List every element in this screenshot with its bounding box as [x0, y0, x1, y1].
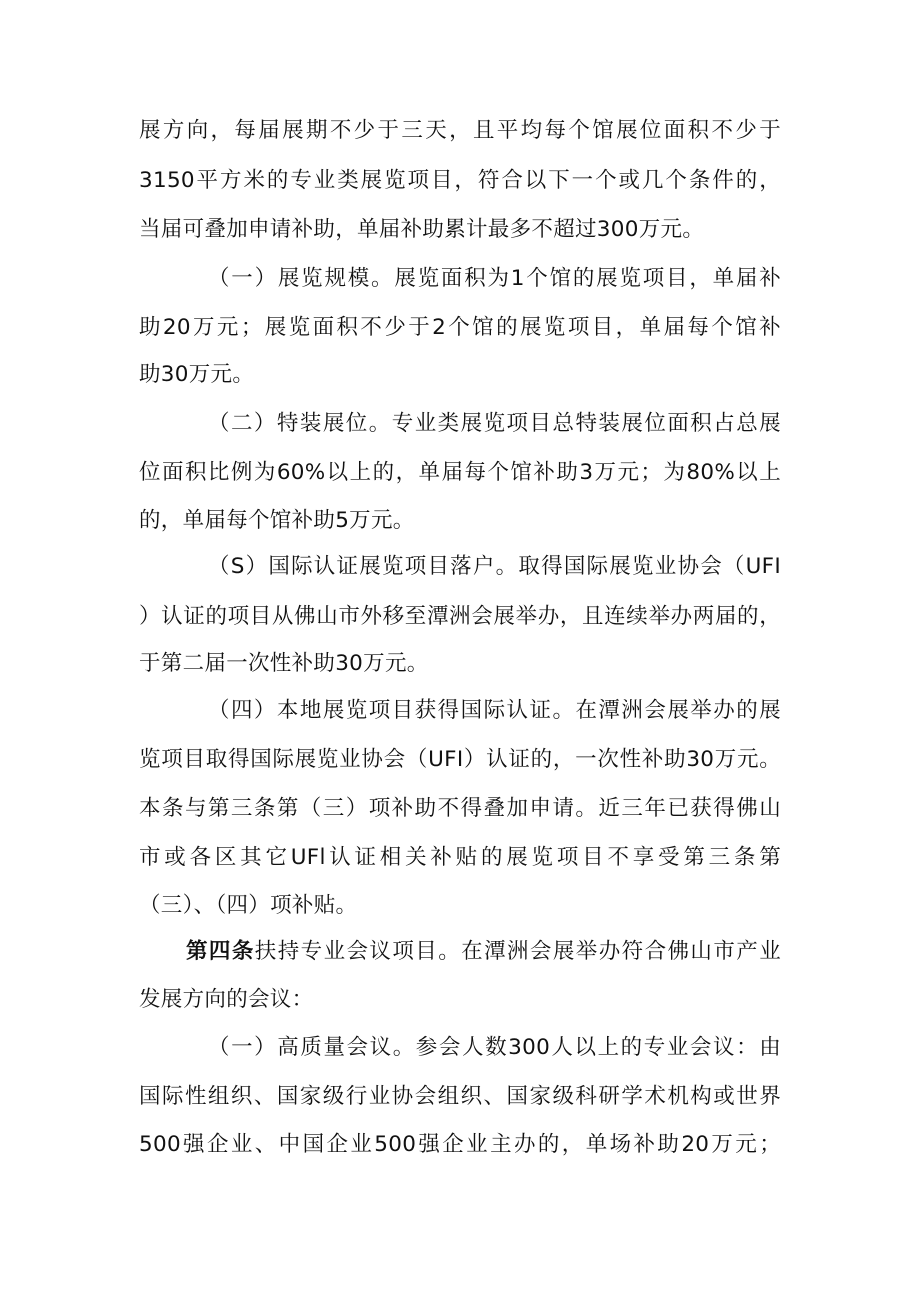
text-line-20: （一）高质量会议。参会人数300人以上的专业会议：由: [208, 1035, 781, 1060]
text-line-14: 览项目取得国际展览业协会（UFI）认证的，一次性补助30万元。: [139, 747, 781, 772]
text-line-17: （三）、（四）项补贴。: [139, 893, 358, 918]
article-4-line-1: [186, 932, 781, 972]
text-line-22: 500强企业、中国企业500强企业主办的，单场补助20万元；: [139, 1132, 781, 1157]
text-line-16: 市或各区其它UFl认证相关补贴的展览项目不享受第三条第: [139, 845, 781, 870]
text-line-19: 发展方向的会议：: [139, 987, 314, 1012]
article-4-text: 扶持专业会议项目。在潭洲会展举办符合佛山市产业: [254, 939, 782, 964]
text-line-1: 展方向，每届展期不少于三天，且平均每个馆展位面积不少于: [139, 118, 781, 143]
text-line-15: 本条与第三条第（三）项补助不得叠加申请。近三年已获得佛山: [139, 796, 781, 821]
text-line-5: 助20万元；展览面积不少于2个馆的展览项目，单届每个馆补: [139, 315, 781, 340]
text-line-9: 的，单届每个馆补助5万元。: [139, 508, 415, 533]
text-line-11: ）认证的项目从佛山市外移至潭洲会展举办，且连续举办两届的，: [139, 604, 781, 629]
text-line-6: 助30万元。: [139, 362, 255, 387]
text-line-10: （S）国际认证展览项目落户。取得国际展览业协会（UFI: [208, 554, 781, 579]
text-line-2: 3150平方米的专业类展览项目，符合以下一个或几个条件的，: [139, 168, 781, 193]
article-4-heading: 第四条: [186, 939, 255, 964]
text-line-8: 位面积比例为60%以上的，单届每个馆补助3万元；为80%以上: [139, 460, 781, 485]
text-line-4: （一）展览规模。展览面积为1个馆的展览项目，单届补: [208, 266, 781, 291]
text-line-21: 国际性组织、国家级行业协会组织、国家级科研学术机构或世界: [139, 1084, 781, 1109]
text-line-13: （四）本地展览项目获得国际认证。在潭洲会展举办的展: [208, 698, 781, 723]
text-line-3: 当届可叠加申请补助，单届补助累计最多不超过300万元。: [139, 217, 705, 242]
text-line-12: 于第二届一次性补助30万元。: [139, 651, 429, 676]
text-line-7: （二）特装展位。专业类展览项目总特装展位面积占总展: [208, 411, 781, 436]
